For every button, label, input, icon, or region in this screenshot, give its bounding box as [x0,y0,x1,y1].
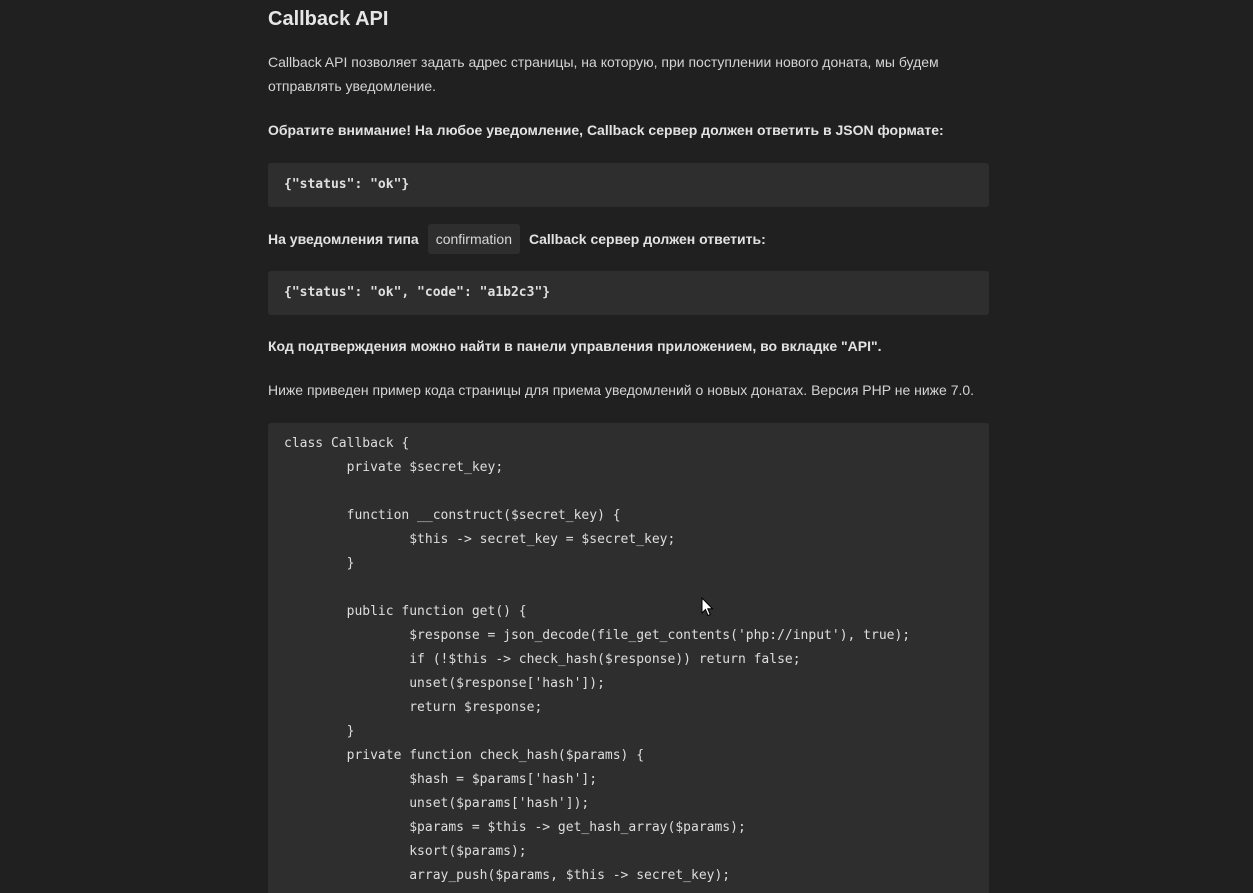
code-line [284,480,989,504]
code-block-status-ok [268,163,989,207]
code-line [284,576,989,600]
confirmation-prefix: На уведомления типа [268,231,419,247]
code-line: unset($params['hash']); [284,796,590,811]
code-line: $this -> secret_key = $secret_key; [284,532,676,547]
php-code-example [268,423,989,893]
page-title: Callback API [268,8,389,30]
code-line: } [284,556,355,571]
code-line: $params = $this -> get_hash_array($params); [284,820,746,835]
code-status-ok-text: {"status": "ok"} [284,177,410,192]
code-line: return $response; [284,700,543,715]
confirmation-inline-code: confirmation [428,224,520,254]
code-line: if (!$this -> check_hash($response)) return false; [284,652,801,667]
code-hint: Код подтверждения можно найти в панели управления приложением, во вкладке "API". [268,338,882,354]
code-line: unset($response['hash']); [284,676,605,691]
code-line: array_push($params, $this -> secret_key); [284,868,731,883]
example-intro: Ниже приведен пример кода страницы для приема уведомлений о новых донатах. Версия PHP не ниже 7.0. [268,382,975,398]
mouse-pointer-icon [701,597,715,617]
code-line: public function get() { [284,604,527,619]
code-line: class Callback { [284,436,410,451]
code-line: $response = json_decode(file_get_contents('php://input'), true); [284,628,911,643]
code-lines [284,432,989,888]
code-block-confirmation [268,271,989,315]
confirmation-suffix: Callback сервер должен ответить: [528,231,766,247]
code-line: } [284,724,355,739]
confirmation-row [268,224,766,254]
json-notice: Обратите внимание! На любое уведомление, Callback сервер должен ответить в JSON формате: [268,122,944,138]
code-line: private function check_hash($params) { [284,748,645,763]
code-confirmation-text: {"status": "ok", "code": "a1b2c3"} [284,285,551,300]
code-line: private $secret_key; [284,460,504,475]
intro-paragraph: Callback API позволяет задать адрес страницы, на которую, при поступлении нового доната, мы будем отправлять уведомление. [268,54,939,94]
code-line: function __construct($secret_key) { [284,508,621,523]
code-line: ksort($params); [284,844,527,859]
code-line: $hash = $params['hash']; [284,772,598,787]
